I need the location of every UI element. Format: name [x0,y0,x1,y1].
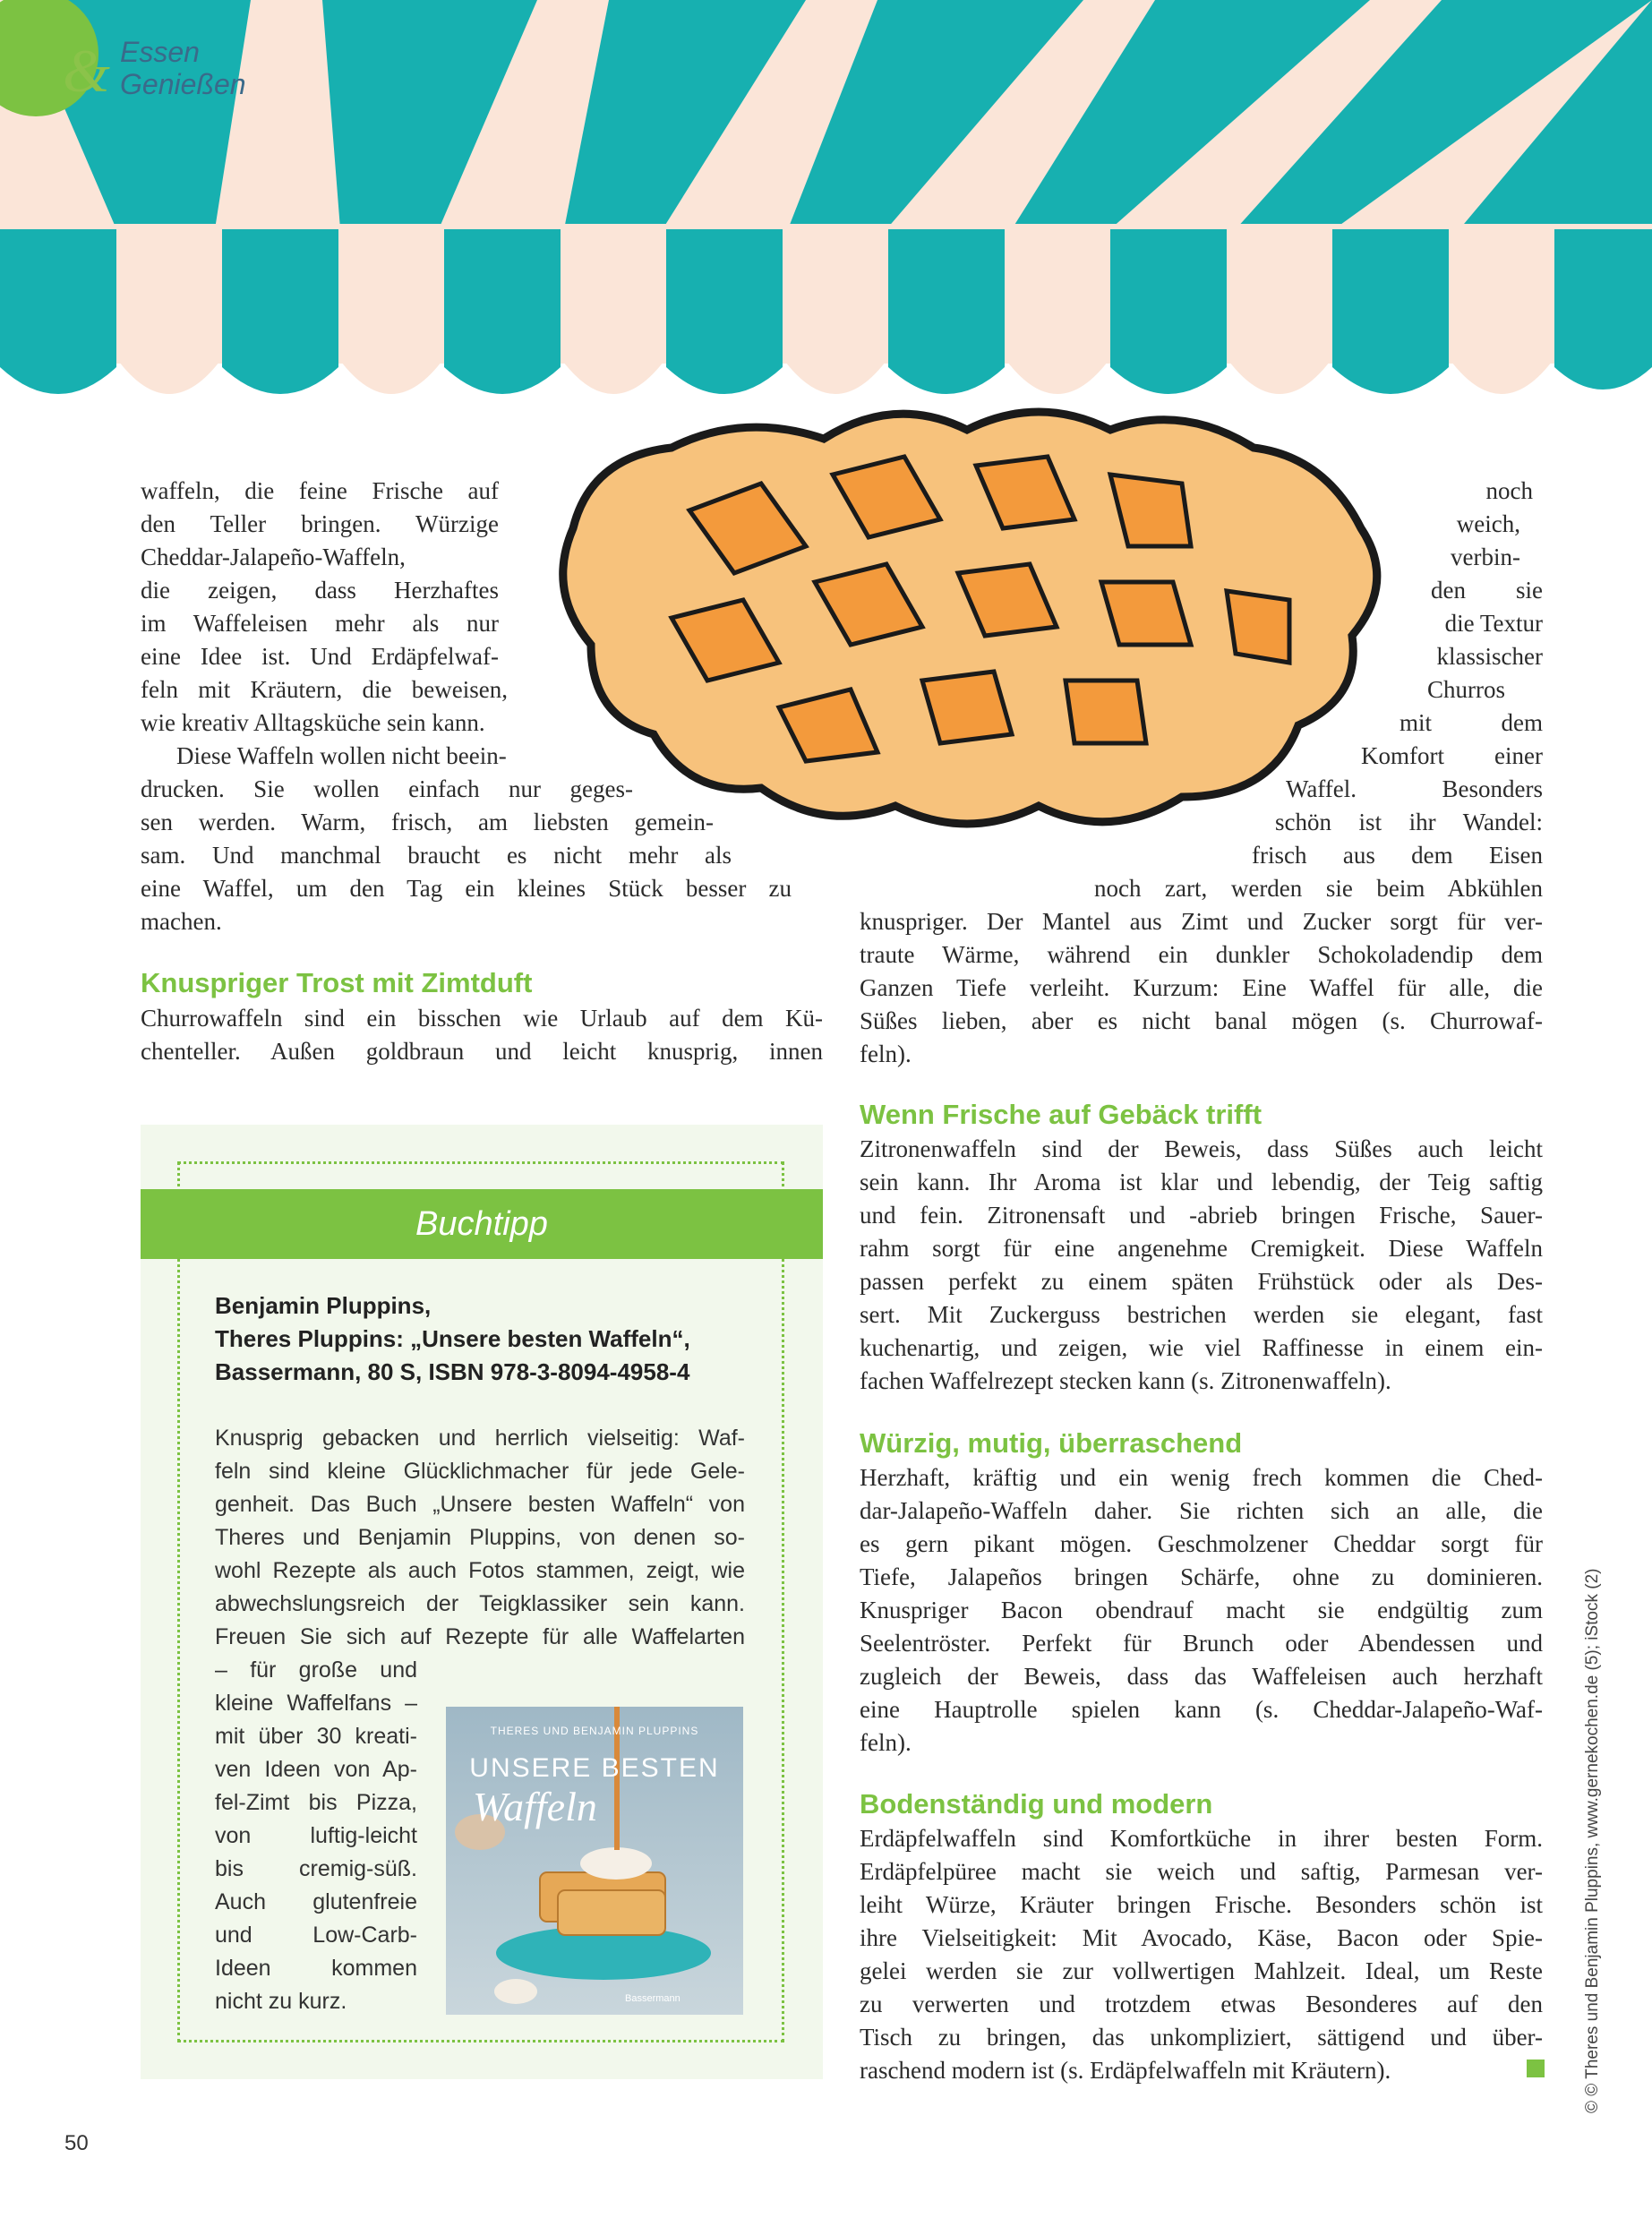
book-text-line: ven Ideen von Ap- [215,1757,417,1782]
article-end-mark [1527,2060,1545,2077]
text-line: Süßes lieben, aber es nicht banal mögen (s. Churrowaf- [860,1007,1543,1034]
text-line: waffeln, die feine Frische auf [141,477,499,504]
book-text-line: Knusprig gebacken und herrlich vielseitig: Waf- [215,1426,745,1451]
photo-credit-text: © © Theres und Benjamin Pluppins, www.gernekochen.de (5); iStock (2) [1583,1568,1602,2113]
cover-title-line2: Waffeln [473,1784,597,1829]
book-text-line: mit über 30 kreati- [215,1724,417,1749]
book-text-line: Ideen kommen [215,1956,417,1981]
cover-authors: THERES UND BENJAMIN PLUPPINS [490,1725,699,1737]
text-line: leiht Würze, Kräuter bringen Frische. Besonders schön ist [860,1891,1543,1918]
book-line: Theres Pluppins: „Unsere besten Waffeln“, [215,1325,690,1352]
text-line: noch [1485,477,1533,504]
text-line: wie kreativ Alltagsküche sein kann. [141,709,485,736]
text-line: weich, [1456,510,1520,537]
book-text-line: fel-Zimt bis Pizza, [215,1790,417,1815]
text-line: im Waffeleisen mehr als nur [141,610,499,637]
book-text-line: bis cremig-süß. [215,1856,417,1881]
awning-illustration [0,0,1652,430]
text-line: dar-Jalapeño-Waffeln daher. Sie richten sich an alle, die [860,1497,1543,1524]
section-tag-essen: Essen [120,36,200,68]
text-line: sen werden. Warm, frisch, am liebsten gemein- [141,809,714,835]
book-text-line: kleine Waffelfans – [215,1691,417,1716]
book-line: Benjamin Pluppins, [215,1292,432,1319]
text-line: Cheddar-Jalapeño-Waffeln, [141,544,406,570]
book-text-line: feln sind kleine Glücklichmacher für jede Gele- [215,1459,745,1484]
text-line: Knuspriger Bacon obendrauf macht sie endgültig zum [860,1597,1543,1623]
text-line: Herzhaft, kräftig und ein wenig frech kommen die Ched- [860,1464,1543,1491]
book-text-line: Auch glutenfreie [215,1889,417,1914]
cover-publisher: Bassermann [625,1993,680,2004]
text-line: Zitronenwaffeln sind der Beweis, dass Süßes auch leicht [860,1135,1543,1162]
text-line: verbin- [1451,544,1520,570]
book-text-line: genheit. Das Buch „Unsere besten Waffeln“ von [215,1492,745,1517]
text-line: es gern pikant mögen. Geschmolzener Cheddar sorgt für [860,1530,1543,1557]
book-text-line: von luftig-leicht [215,1823,417,1848]
text-line: Seelentröster. Perfekt für Brunch oder Abendessen und [860,1630,1543,1657]
text-line: die Textur [1444,610,1543,637]
heading-wuerzig: Würzig, mutig, überraschend [860,1427,1243,1459]
book-line: Bassermann, 80 S, ISBN 978-3-8094-4958-4 [215,1358,690,1385]
text-line: knuspriger. Der Mantel aus Zimt und Zucker sorgt für ver- [860,908,1543,935]
text-line: frisch aus dem Eisen [1252,842,1543,869]
text-line: Komfort einer [1361,742,1543,769]
text-line: drucken. Sie wollen einfach nur geges- [141,775,633,802]
photo-credit [1583,1568,1615,2218]
text-line: zu verwerten und trotzdem etwas Besonderes auf den [860,1991,1543,2017]
book-text-line: Freuen Sie sich auf Rezepte für alle Waffelarten [215,1624,745,1649]
text-line: kuchenartig, und zeigen, wie viel Raffinesse in einem ein- [860,1334,1543,1361]
text-line: sam. Und manchmal braucht es nicht mehr als [141,842,732,869]
text-line: eine Idee ist. Und Erdäpfelwaf- [141,643,499,670]
section-tag [0,0,246,125]
text-line: gelei werden sie zur vollwertigen Mahlzeit. Ideal, um Reste [860,1957,1543,1984]
text-line: rahm sorgt für eine angenehme Cremigkeit. Diese Waffeln [860,1235,1543,1262]
text-line: feln mit Kräutern, die beweisen, [141,676,508,703]
book-cover-image [446,1707,743,2015]
page-number: 50 [64,2131,89,2155]
text-line: die zeigen, dass Herzhaftes [141,577,499,604]
text-line: eine Waffel, um den Tag ein kleines Stück besser zu [141,875,792,902]
text-line: den sie [1431,577,1543,604]
heading-bodenstaendig: Bodenständig und modern [860,1788,1213,1820]
text-line: Diese Waffeln wollen nicht beein- [176,742,507,769]
heading-knuspriger-trost: Knuspriger Trost mit Zimtduft [141,967,533,998]
text-line: feln). [860,1040,912,1067]
text-line: eine Hauptrolle spielen kann (s. Cheddar-Jalapeño-Waf- [860,1696,1543,1723]
text-line: noch zart, werden sie beim Abkühlen [1094,875,1543,902]
text-line: Waffel. Besonders [1286,775,1543,802]
text-line: mit dem [1399,709,1543,736]
text-line: und fein. Zitronensaft und -abrieb bringen Frische, Sauer- [860,1202,1543,1229]
text-line: machen. [141,908,222,935]
text-line: sert. Mit Zuckerguss bestrichen werden sie elegant, fast [860,1301,1543,1328]
text-line: traute Wärme, während ein dunkler Schokoladendip dem [860,941,1543,968]
text-line: raschend modern ist (s. Erdäpfelwaffeln mit Kräutern). [860,2057,1391,2084]
text-line: Erdäpfelpüree macht sie weich und saftig, Parmesan ver- [860,1858,1543,1885]
text-line: Tisch zu bringen, das unkompliziert, sättigend und über- [860,2024,1543,2051]
buchtipp-title: Buchtipp [415,1205,548,1243]
book-text-line: wohl Rezepte als auch Fotos stammen, zeigt, wie [215,1558,745,1583]
book-text-line: Theres und Benjamin Pluppins, von denen so- [215,1525,745,1550]
text-line: den Teller bringen. Würzige [141,510,499,537]
text-line: fachen Waffelrezept stecken kann (s. Zitronenwaffeln). [860,1367,1391,1394]
text-line: Tiefe, Jalapeños bringen Schärfe, ohne zu dominieren. [860,1563,1543,1590]
book-text-line: nicht zu kurz. [215,1989,347,2014]
text-line: passen perfekt zu einem späten Frühstück oder als Des- [860,1268,1543,1295]
text-line: Erdäpfelwaffeln sind Komfortküche in ihrer besten Form. [860,1825,1543,1852]
book-text-line: abwechslungsreich der Teigklassiker sein kann. [215,1591,745,1616]
section-tag-geniessen: Genießen [120,68,246,100]
text-line: sein kann. Ihr Aroma ist klar und lebendig, der Teig saftig [860,1169,1543,1195]
section-tag-ampersand: & [63,37,110,105]
book-text-line: – für große und [215,1657,417,1683]
text-line: Ganzen Tiefe verleiht. Kurzum: Eine Waffel für alle, die [860,974,1543,1001]
text-line: zugleich der Beweis, dass das Waffeleisen auch herzhaft [860,1663,1543,1690]
cover-title-line1: UNSERE BESTEN [469,1753,720,1783]
text-line: klassischer [1436,643,1543,670]
book-text-line: und Low-Carb- [215,1923,417,1948]
text-line: schön ist ihr Wandel: [1275,809,1543,835]
text-line: Churros [1427,676,1505,703]
text-line: chenteller. Außen goldbraun und leicht knusprig, innen [141,1038,823,1065]
text-line: ihre Vielseitigkeit: Mit Avocado, Käse, Bacon oder Spie- [860,1924,1543,1951]
text-line: feln). [860,1729,912,1756]
text-line: Churrowaffeln sind ein bisschen wie Urlaub auf dem Kü- [141,1005,823,1032]
heading-wenn-frische: Wenn Frische auf Gebäck trifft [860,1099,1263,1130]
